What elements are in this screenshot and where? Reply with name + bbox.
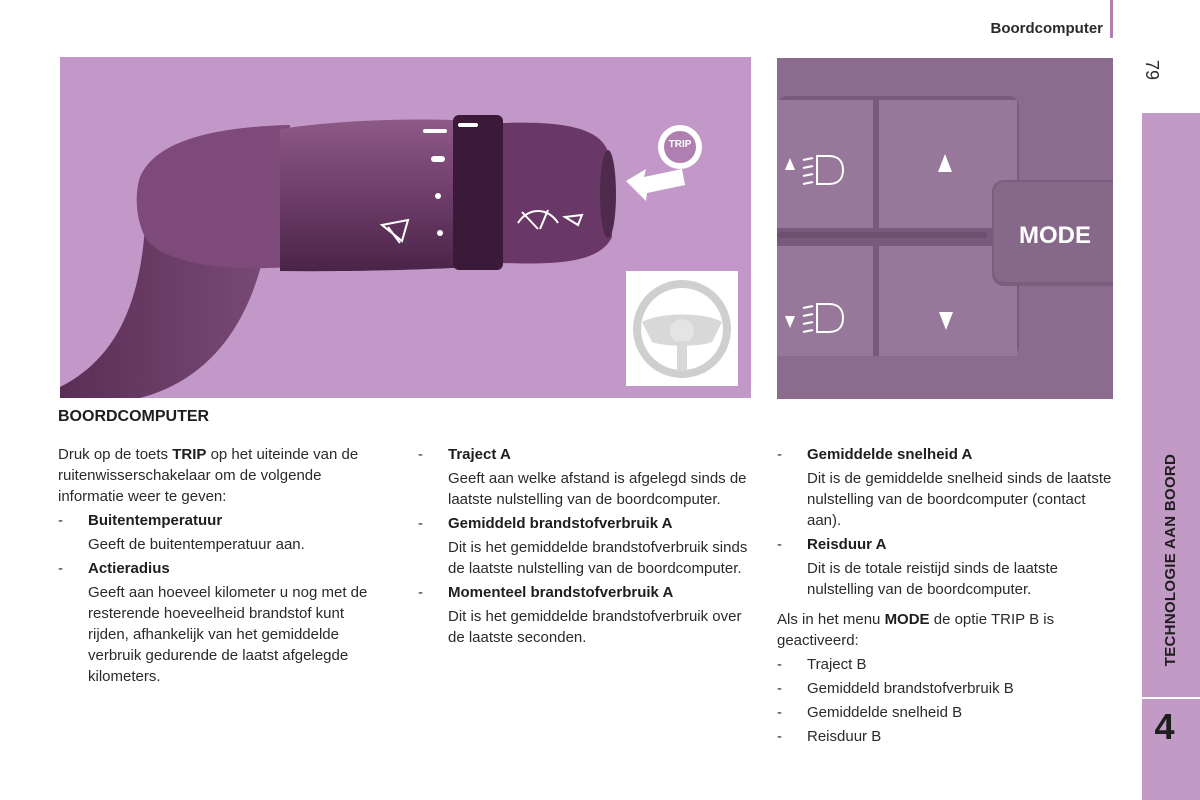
running-header-title: Boordcomputer (990, 20, 1103, 37)
list-item-label: Traject B (807, 656, 867, 673)
header-rule (1110, 0, 1113, 38)
list-item-label: Gemiddelde snelheid B (807, 704, 963, 721)
dashboard-controls-photo (777, 58, 1113, 399)
list-item (777, 726, 1122, 747)
list-item (418, 444, 758, 510)
list-item-title: Momenteel brandstofverbruik A (448, 584, 674, 601)
list-item-label: Reisduur B (807, 728, 882, 745)
list-item (777, 534, 1122, 600)
list-dash: - (58, 512, 63, 529)
list-dash: - (418, 515, 423, 532)
list-item-description: Geeft aan hoeveel kilometer u nog met de resterende hoeveelheid brandstof kunt rijden, afhankelijk van het gemiddelde verbruik gedurende de laatst afgelegde kilometers. (88, 584, 368, 685)
note-text-start: Als in het menu (777, 611, 885, 628)
intro-text-end: op het uiteinde van de ruitenwisserschakelaar om de volgende informatie weer te geven: (58, 446, 359, 505)
note-text-bold: MODE (884, 611, 930, 628)
list-item (58, 558, 388, 687)
list-item (418, 513, 758, 579)
trip-button-label: TRIP (668, 139, 692, 150)
wiper-stalk-drawing (60, 57, 751, 398)
list-item (418, 582, 758, 648)
list-item (777, 702, 1122, 723)
list-dash: - (777, 536, 782, 553)
list-dash: - (777, 446, 782, 463)
list-item-label: Gemiddeld brandstofverbruik B (807, 680, 1014, 697)
text-column-3 (777, 444, 1122, 747)
list-dash: - (777, 680, 782, 697)
trip-b-list (777, 654, 1122, 747)
list-dash: - (58, 560, 63, 577)
mode-button-label: MODE (1019, 222, 1091, 249)
list-dash: - (777, 704, 782, 721)
text-column-1 (58, 444, 388, 687)
side-tab-divider (1142, 697, 1200, 699)
list-dash: - (418, 584, 423, 601)
chapter-number: 4 (1154, 706, 1175, 747)
list-item-description: Dit is het gemiddelde brandstofverbruik over de laatste seconden. (448, 608, 742, 646)
list-item-title: Buitentemperatuur (88, 512, 223, 529)
list-item-title: Gemiddeld brandstofverbruik A (448, 515, 673, 532)
list-item-description: Geeft aan welke afstand is afgelegd sinds de laatste nulstelling van de boordcomputer. (448, 470, 747, 508)
list-item (58, 510, 388, 555)
wiper-stalk-illustration (60, 57, 751, 398)
list-item-title: Traject A (448, 446, 511, 463)
text-column-2 (418, 444, 758, 648)
list-dash: - (418, 446, 423, 463)
mode-note-paragraph (777, 609, 1122, 651)
list-item-title: Gemiddelde snelheid A (807, 446, 973, 463)
list-dash: - (777, 656, 782, 673)
list-item-title: Reisduur A (807, 536, 887, 553)
intro-paragraph (58, 444, 388, 507)
page-number: 79 (1142, 59, 1162, 81)
section-heading: BOORDCOMPUTER (58, 408, 210, 425)
list-item-description: Geeft de buitentemperatuur aan. (88, 536, 305, 553)
list-item-title: Actieradius (88, 560, 170, 577)
list-item (777, 654, 1122, 675)
list-item-description: Dit is de totale reistijd sinds de laatste nulstelling van de boordcomputer. (807, 560, 1058, 598)
intro-text-start: Druk op de toets (58, 446, 173, 463)
chapter-side-tab-label: TECHNOLOGIE AAN BOORD (1162, 453, 1179, 667)
list-item-description: Dit is de gemiddelde snelheid sinds de laatste nulstelling van de boordcomputer (contact aan). (807, 470, 1112, 529)
note-text-end: de optie TRIP B is geactiveerd: (777, 611, 1055, 649)
list-dash: - (777, 728, 782, 745)
list-item (777, 678, 1122, 699)
intro-text-bold: TRIP (172, 446, 207, 463)
list-item (777, 444, 1122, 531)
list-item-description: Dit is het gemiddelde brandstofverbruik sinds de laatste nulstelling van de boordcomputer. (448, 539, 748, 577)
